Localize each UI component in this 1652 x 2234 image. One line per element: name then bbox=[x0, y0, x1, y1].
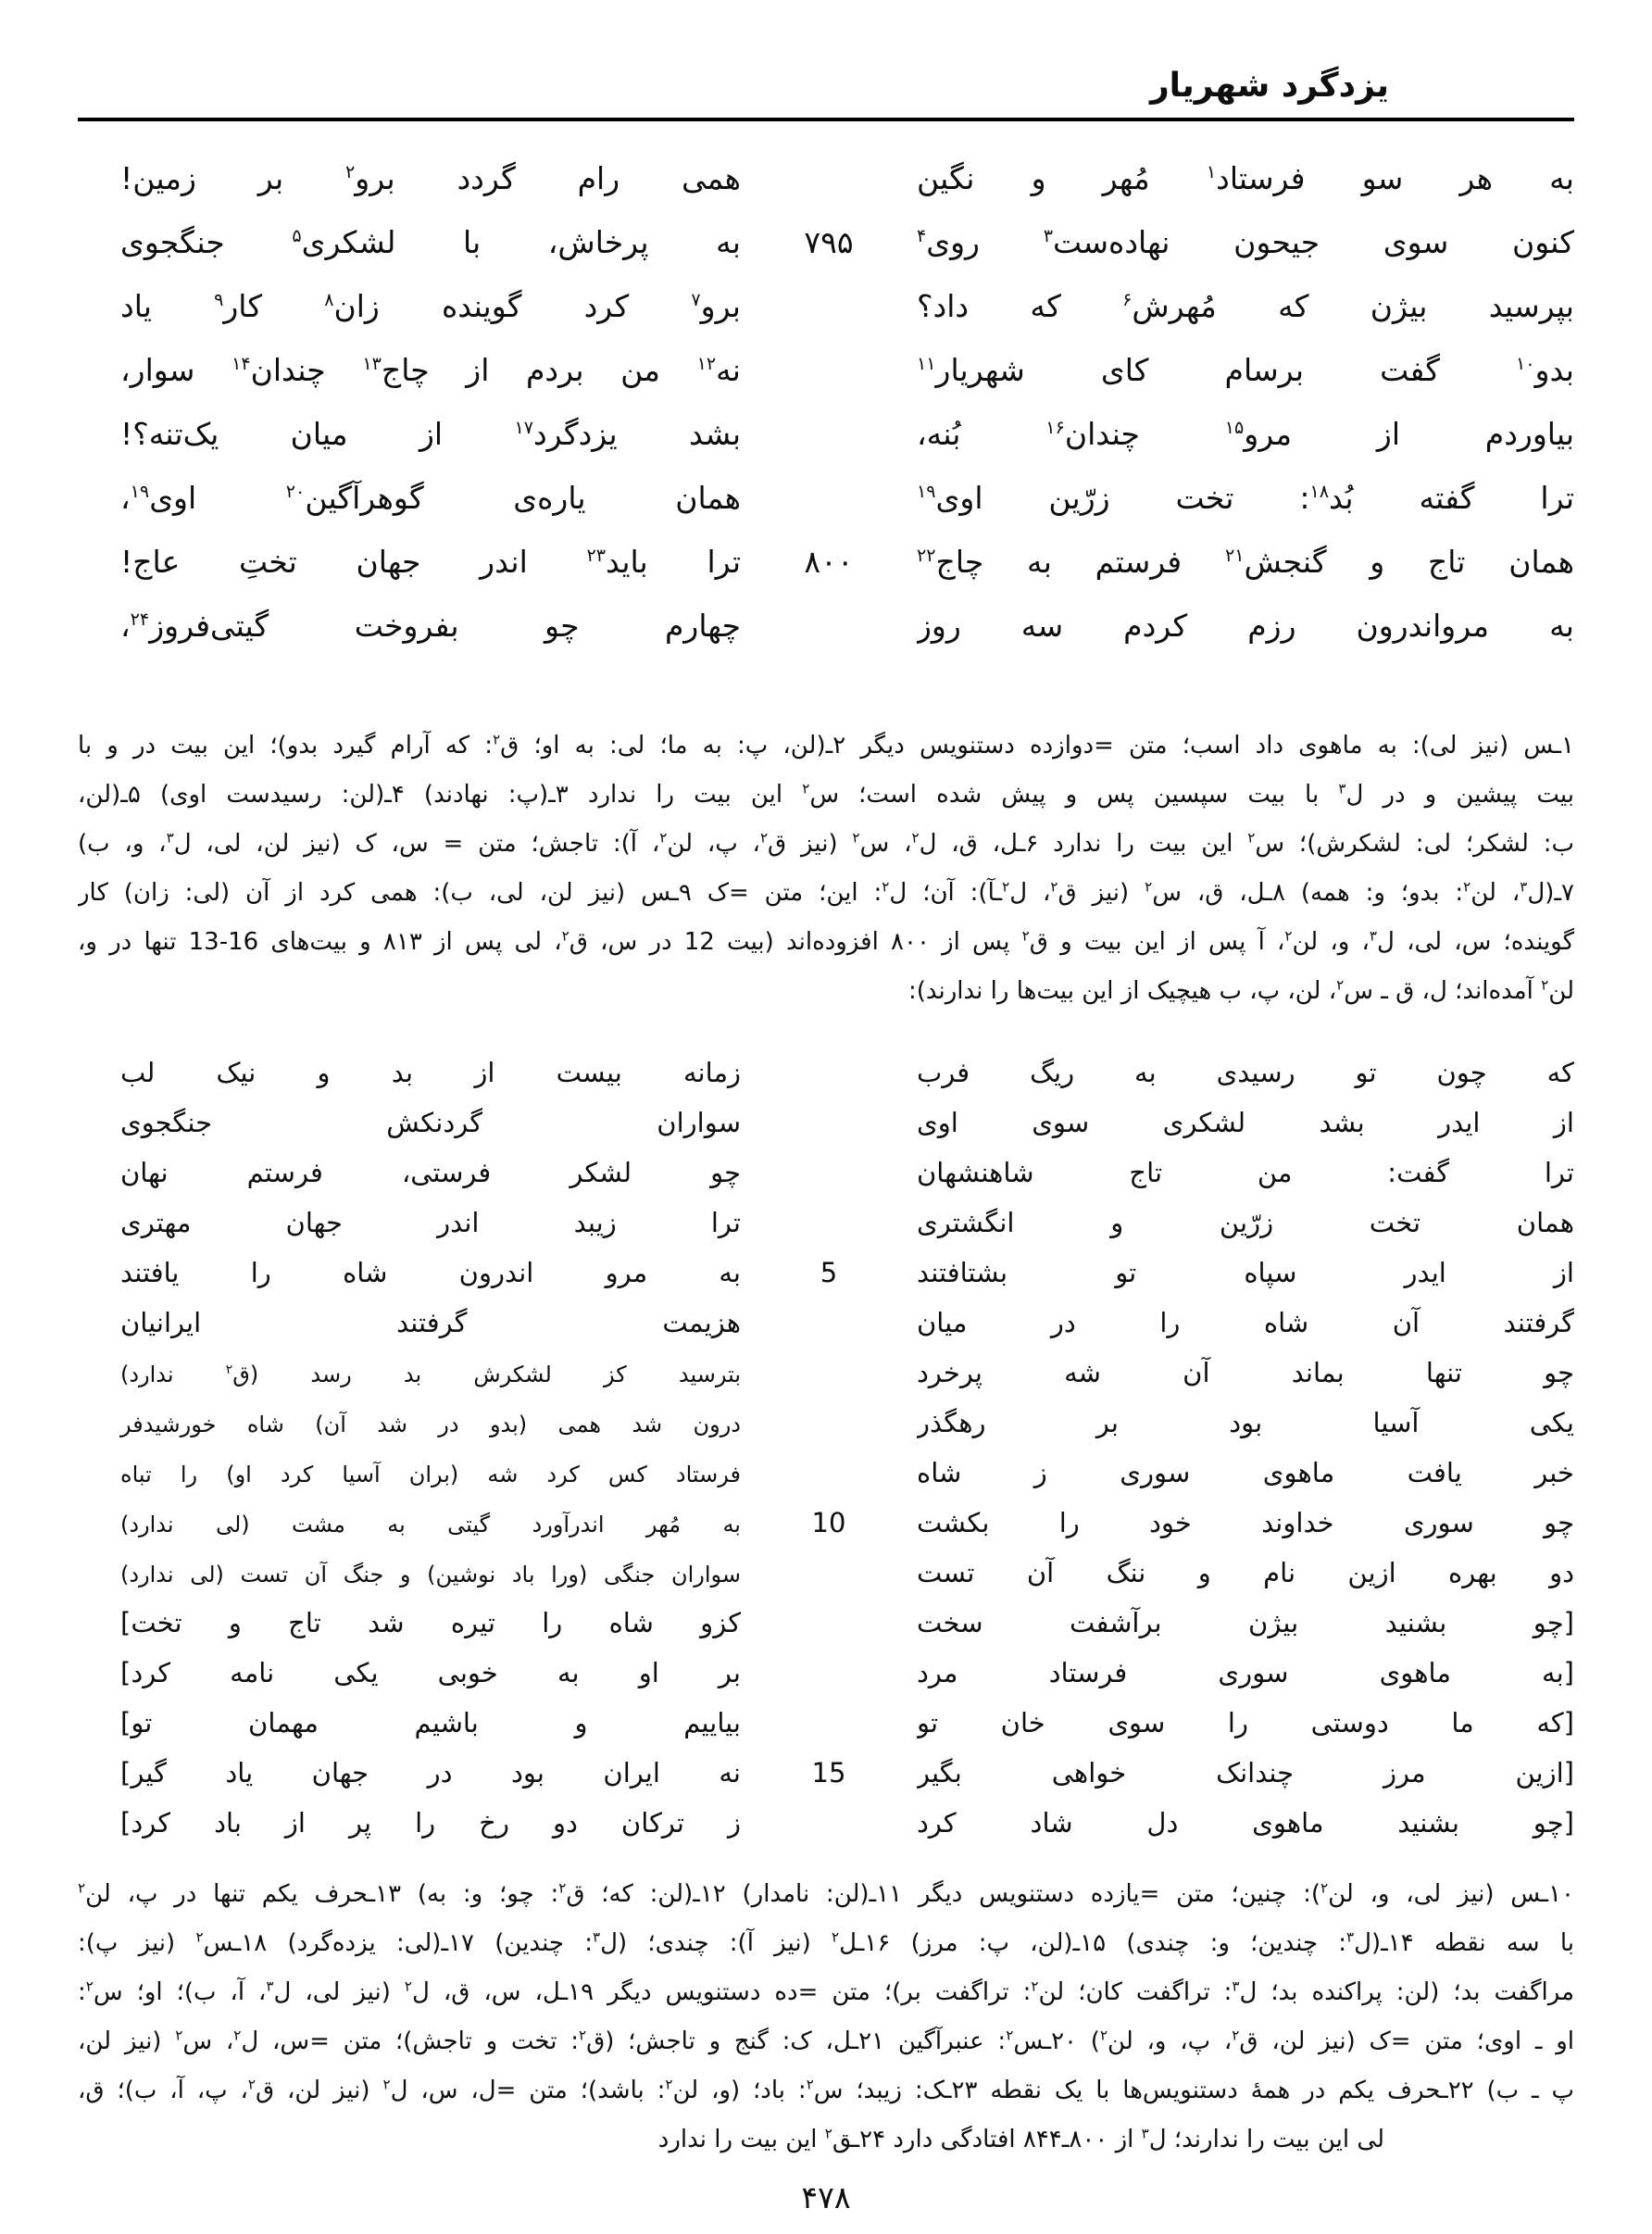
hemistich-left: نه$^{۱۲}$ من بردم از چاج$^{۱۳}$ چندان$^{۱۴}$ سوار، bbox=[120, 352, 741, 388]
verse-row bbox=[78, 1157, 1574, 1207]
hemistich-left: چو لشکر فرستی، فرستم نهان bbox=[120, 1157, 741, 1188]
hemistich-right: یکی آسیا بود بر رهگذر bbox=[917, 1407, 1574, 1438]
verse-row bbox=[78, 1457, 1574, 1507]
hemistich-right: گرفتند آن شاه را در میان bbox=[917, 1307, 1574, 1338]
verse-row bbox=[78, 544, 1574, 608]
hemistich-left: به مُهر اندرآورد گیتی به مشت (لی ندارد) bbox=[120, 1512, 741, 1537]
hemistich-right: بپرسید بیژن که مُهرش$^۶$ که داد؟ bbox=[917, 288, 1574, 324]
hemistich-right: همان تاج و گنجش$^{۲۱}$ فرستم به چاج$^{۲۲}$ bbox=[917, 544, 1574, 580]
verse-row bbox=[78, 1707, 1574, 1757]
hemistich-left: کزو شاه را تیره شد تاج و تخت] bbox=[120, 1607, 741, 1638]
hemistich-left: بترسید کز لشکرش بد رسد (ق$^۲$ ندارد) bbox=[120, 1362, 741, 1387]
hemistich-left: درون شد همی (بدو در شد آن) شاه خورشیدفر bbox=[120, 1412, 741, 1437]
verse-row bbox=[78, 1357, 1574, 1407]
apparatus-line: ۱۰ـس (نیز لی، و، لن$^۲$): چنین؛ متن =یازده دستنویس دیگر ۱۱ـ(لن: نامدار) ۱۲ـ(لن: که؛ ق$^۲$: چو؛ و: به) ۱۳ـحرف یکم تنها در پ، لن$^۲$ bbox=[78, 1879, 1574, 1908]
hemistich-left: نه ایران بود در جهان یاد گیر] bbox=[120, 1757, 741, 1788]
verse-row bbox=[78, 1257, 1574, 1307]
hemistich-right: [ازین مرز چندانک خواهی بگیر bbox=[917, 1757, 1574, 1788]
apparatus-line: پ ـ ب) ۲۲ـحرف یکم در همهٔ دستنویس‌ها با یک نقطه ۲۳ـک: زیبد؛ س$^۲$: باد؛ (و، لن$^۲$: باشد)؛ متن =ل، س، ل$^۲$ (نیز لن، ق$^۲$، پ، آ، ب)؛ ق، bbox=[78, 2076, 1574, 2104]
hemistich-right: به مرواندرون رزم کردم سه روز bbox=[917, 608, 1574, 644]
critical-apparatus-2 bbox=[78, 1870, 1574, 2165]
hemistich-right: همان تخت زرّین و انگشتری bbox=[917, 1207, 1574, 1238]
verse-row bbox=[78, 1307, 1574, 1357]
verse-block-1 bbox=[78, 160, 1574, 671]
verse-row bbox=[78, 1657, 1574, 1707]
header-rule bbox=[78, 118, 1574, 121]
verse-row bbox=[78, 288, 1574, 352]
apparatus-line: ب: لشکر؛ لی: لشکرش)؛ س$^۲$ این بیت را ندارد ۶ـل، ق، ل$^۲$، س$^۲$ (نیز ق$^۲$، پ، لن$^۲$، آ): تاجش؛ متن = س، ک (نیز لن، لی، ل$^۳$، و، ب) bbox=[78, 829, 1574, 858]
verse-number: 5 bbox=[820, 1257, 838, 1288]
verse-block-2 bbox=[78, 1057, 1574, 1857]
hemistich-left: همی رام گردد برو$^۲$ بر زمین! bbox=[120, 160, 741, 196]
hemistich-right: [چو بشنید ماهوی دل شاد کرد bbox=[917, 1807, 1574, 1839]
hemistich-right: چو سوری خداوند خود را بکشت bbox=[917, 1507, 1574, 1538]
verse-number: ۸۰۰ bbox=[804, 544, 854, 580]
apparatus-line: گوینده؛ س، لی، ل$^۳$، و، لن$^۲$، آ پس از این بیت و ق$^۲$ پس از ۸۰۰ افزوده‌اند (بیت 12 در س، ق$^۲$، لی پس از ۸۱۳ و بیت‌های 16-13 تنها در و، bbox=[78, 927, 1574, 956]
critical-apparatus-1 bbox=[78, 722, 1574, 1016]
hemistich-left: بر او به خوبی یکی نامه کرد] bbox=[120, 1657, 741, 1688]
verse-row bbox=[78, 416, 1574, 480]
verse-row bbox=[78, 1757, 1574, 1807]
hemistich-left: ز ترکان دو رخ را پر از باد کرد] bbox=[120, 1807, 741, 1839]
verse-row bbox=[78, 480, 1574, 544]
verse-row bbox=[78, 160, 1574, 224]
apparatus-line: او ـ اوی؛ متن =ک (نیز لن، ق$^۲$، پ، و، لن$^۲$) ۲۰ـس$^۲$: عنبرآگین ۲۱ـل، ک: گنج و تاجش؛ (ق$^۲$: تخت و تاجش)؛ متن =س، ل$^۲$، س$^۲$ (نیز لن، bbox=[78, 2027, 1574, 2055]
apparatus-line: با سه نقطه ۱۴ـ(ل$^۳$: چندین؛ و: چندی) ۱۵ـ(لن، پ: مرز) ۱۶ـل$^۲$ (نیز آ): چندی؛ (ل$^۳$: چندین) ۱۷ـ(لی: یزده‌گرد) ۱۸ـس$^۲$ (نیز پ): bbox=[78, 1928, 1574, 1957]
hemistich-left: فرستاد کس کرد شه (بران آسیا کرد او) را تباه bbox=[120, 1462, 741, 1487]
hemistich-left: چهارم چو بفروخت گیتی‌فروز$^{۲۴}$، bbox=[120, 608, 741, 644]
hemistich-left: هزیمت گرفتند ایرانیان bbox=[120, 1307, 741, 1338]
apparatus-line: ۱ـس (نیز لی): به ماهوی داد اسب؛ متن =دوازده دستنویس دیگر ۲ـ(لن، پ: به ما؛ لی: به او؛ ق$^۲$: که آرام گیرد بدو)؛ این بیت در و با bbox=[78, 731, 1574, 759]
apparatus-line: لن$^۲$ آمده‌اند؛ ل، ق ـ س$^۲$، لن، پ، ب هیچیک از این بیت‌ها را ندارند): bbox=[907, 976, 1574, 1005]
verse-number: 15 bbox=[811, 1757, 846, 1788]
hemistich-right: ترا گفته بُد$^{۱۸}$: تخت زرّین اوی$^{۱۹}$ bbox=[917, 480, 1574, 516]
hemistich-right: دو بهره ازین نام و ننگ آن تست bbox=[917, 1557, 1574, 1588]
page-number: ۴۷۸ bbox=[801, 2179, 851, 2215]
verse-number: ۷۹۵ bbox=[804, 224, 854, 260]
hemistich-right: بدو$^{۱۰}$ گفت برسام کای شهریار$^{۱۱}$ bbox=[917, 352, 1574, 388]
hemistich-left: ترا زیبد اندر جهان مهتری bbox=[120, 1207, 741, 1238]
hemistich-right: [به ماهوی سوری فرستاد مرد bbox=[917, 1657, 1574, 1688]
apparatus-line: لی این بیت را ندارند؛ ل$^۳$ از ۸۰۰ـ۸۴۴ افتادگی دارد ۲۴ـق$^۲$ این بیت را ندارد bbox=[657, 2125, 1384, 2153]
hemistich-right: ترا گفت: من تاج شاهنشهان bbox=[917, 1157, 1574, 1188]
hemistich-right: چو تنها بماند آن شه پرخرد bbox=[917, 1357, 1574, 1388]
verse-row bbox=[78, 1107, 1574, 1157]
page-title: یزدگرد شهریار bbox=[1149, 67, 1389, 105]
hemistich-right: از ایدر بشد لشکری سوی اوی bbox=[917, 1107, 1574, 1138]
verse-row bbox=[78, 1607, 1574, 1657]
hemistich-right: [چو بشنید بیژن برآشفت سخت bbox=[917, 1607, 1574, 1638]
hemistich-left: ترا باید$^{۲۳}$ اندر جهان تختِ عاج! bbox=[120, 544, 741, 580]
hemistich-right: به هر سو فرستاد$^۱$ مُهر و نگین bbox=[917, 160, 1574, 196]
verse-row bbox=[78, 1057, 1574, 1107]
hemistich-right: خبر یافت ماهوی سوری ز شاه bbox=[917, 1457, 1574, 1488]
verse-row bbox=[78, 224, 1574, 288]
hemistich-left: برو$^۷$ کرد گوینده زان$^۸$ کار$^۹$ یاد bbox=[120, 288, 741, 324]
hemistich-left: بیاییم و باشیم مهمان تو] bbox=[120, 1707, 741, 1738]
hemistich-right: که چون تو رسیدی به ریگ فرب bbox=[917, 1057, 1574, 1088]
hemistich-left: به مرو اندرون شاه را یافتند bbox=[120, 1257, 741, 1288]
verse-row bbox=[78, 1407, 1574, 1457]
apparatus-line: بیت پیشین و در ل$^۳$ با بیت سپسین پس و پیش شده است؛ س$^۲$ این بیت را ندارد ۳ـ(پ: نهادند) ۴ـ(لن: رسیدست اوی) ۵ـ(لن، bbox=[78, 780, 1574, 809]
verse-row bbox=[78, 608, 1574, 671]
hemistich-right: [که ما دوستی را سوی خان تو bbox=[917, 1707, 1574, 1738]
verse-row bbox=[78, 352, 1574, 416]
verse-row bbox=[78, 1807, 1574, 1857]
hemistich-right: کنون سوی جیحون نهاده‌ست$^۳$ روی$^۴$ bbox=[917, 224, 1574, 260]
hemistich-left: همان یاره‌ی گوهرآگین$^{۲۰}$ اوی$^{۱۹}$، bbox=[120, 480, 741, 516]
verse-number: 10 bbox=[811, 1507, 846, 1538]
hemistich-left: بشد یزدگرد$^{۱۷}$ از میان یک‌تنه؟! bbox=[120, 416, 741, 452]
apparatus-line: ۷ـ(ل$^۳$، لن$^۲$: بدو؛ و: همه) ۸ـل، ق، س$^۲$ (نیز ق$^۲$، ل$^۲$ـآ): آن؛ ل$^۲$: این؛ متن =ک ۹ـس (نیز لن، لی، ب): همی کرد از آن (لی: زان) کار bbox=[78, 878, 1574, 907]
hemistich-left: زمانه بیست از بد و نیک لب bbox=[120, 1057, 741, 1088]
hemistich-right: بیاوردم از مرو$^{۱۵}$ چندان$^{۱۶}$ بُنه، bbox=[917, 416, 1574, 452]
hemistich-left: به پرخاش، با لشکری$^۵$ جنگجوی bbox=[120, 224, 741, 260]
hemistich-right: از ایدر سپاه تو بشتافتند bbox=[917, 1257, 1574, 1288]
apparatus-line: مراگفت بد؛ (لن: پراکنده بد؛ ل$^۳$: تراگفت کان؛ لن$^۲$: تراگفت بر)؛ متن =ده دستنویس دیگر ۱۹ـل، س، ق، ل$^۲$ (نیز لی، ل$^۳$، آ، ب)؛ او؛ س$^۲$: bbox=[78, 1977, 1574, 2006]
verse-row bbox=[78, 1207, 1574, 1257]
verse-row bbox=[78, 1507, 1574, 1557]
verse-row bbox=[78, 1557, 1574, 1607]
hemistich-left: سواران گردنکش جنگجوی bbox=[120, 1107, 741, 1138]
hemistich-left: سواران جنگی (ورا باد نوشین) و جنگ آن تست (لی ندارد) bbox=[120, 1562, 741, 1588]
